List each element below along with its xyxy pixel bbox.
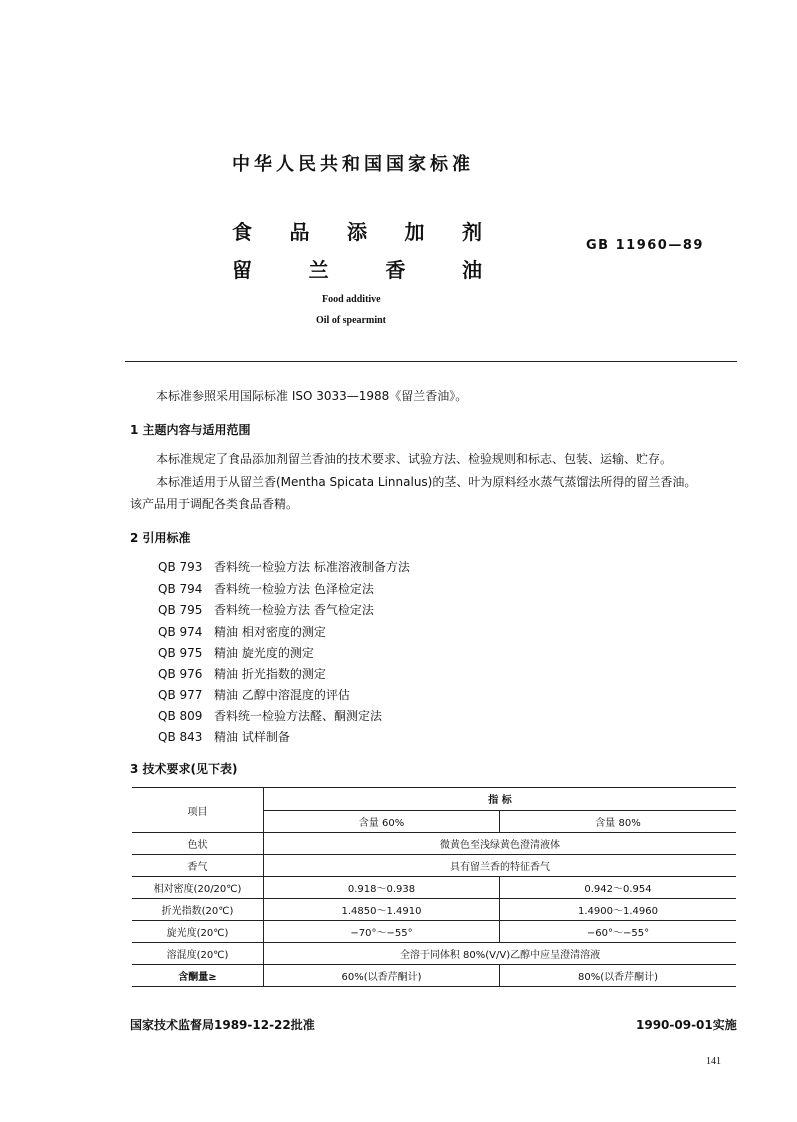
reference-item bbox=[158, 644, 314, 661]
reference-code: QB 974 bbox=[158, 625, 203, 639]
title-char: 剂 bbox=[462, 220, 482, 244]
reference-text: 精油 乙醇中溶混度的评估 bbox=[214, 688, 350, 702]
reference-text: 香料统一检验方法 香气检定法 bbox=[214, 603, 374, 617]
table-row bbox=[132, 833, 736, 855]
reference-item bbox=[158, 728, 290, 745]
reference-code: QB 793 bbox=[158, 560, 203, 574]
reference-item bbox=[158, 558, 410, 575]
national-standard-header: 中华人民共和国国家标准 bbox=[232, 154, 474, 175]
english-title-line-1: Food additive bbox=[322, 294, 381, 305]
title-line-1 bbox=[232, 216, 482, 245]
row-item-cell: 色状 bbox=[132, 833, 264, 855]
row-item-cell: 香气 bbox=[132, 855, 264, 877]
row-value-80-cell: −60°～−55° bbox=[500, 921, 737, 943]
table-row bbox=[132, 855, 736, 877]
row-value-80-cell: 80%(以香芹酮计) bbox=[500, 965, 737, 987]
reference-item bbox=[158, 623, 326, 640]
reference-code: QB 794 bbox=[158, 582, 203, 596]
section-1-heading: 1 主题内容与适用范围 bbox=[130, 423, 251, 437]
row-value-60-cell: 0.918～0.938 bbox=[264, 877, 500, 899]
section-1-paragraph-2: 本标准适用于从留兰香(Mentha Spicata Linnalus)的茎、叶为原料经水蒸气蒸馏法所得的留兰香油。 bbox=[156, 475, 697, 489]
reference-text: 精油 旋光度的测定 bbox=[214, 646, 314, 660]
row-item-cell: 折光指数(20℃) bbox=[132, 899, 264, 921]
row-merged-cell: 微黄色至浅绿黄色澄清液体 bbox=[264, 833, 737, 855]
row-item-cell: 旋光度(20℃) bbox=[132, 921, 264, 943]
section-2-heading: 2 引用标准 bbox=[130, 531, 191, 545]
row-value-60-cell: 1.4850～1.4910 bbox=[264, 899, 500, 921]
row-item-cell: 含酮量≥ bbox=[132, 965, 264, 987]
row-value-80-cell: 0.942～0.954 bbox=[500, 877, 737, 899]
title-char: 品 bbox=[289, 220, 310, 244]
title-char: 食 bbox=[232, 220, 252, 244]
reference-item bbox=[158, 580, 374, 597]
reference-item bbox=[158, 665, 326, 682]
technical-requirements-table bbox=[132, 787, 736, 987]
row-value-80-cell: 1.4900～1.4960 bbox=[500, 899, 737, 921]
row-value-60-cell: 60%(以香芹酮计) bbox=[264, 965, 500, 987]
reference-code: QB 976 bbox=[158, 667, 203, 681]
title-char: 油 bbox=[461, 258, 482, 282]
row-merged-cell: 具有留兰香的特征香气 bbox=[264, 855, 737, 877]
row-value-60-cell: −70°～−55° bbox=[264, 921, 500, 943]
reference-text: 香料统一检验方法 色泽检定法 bbox=[214, 582, 374, 596]
title-char: 留 bbox=[232, 258, 252, 282]
row-merged-cell: 全溶于同体积 80%(V/V)乙醇中应呈澄清溶液 bbox=[264, 943, 737, 965]
reference-code: QB 977 bbox=[158, 688, 203, 702]
reference-code: QB 975 bbox=[158, 646, 203, 660]
header-item-cell: 项目 bbox=[132, 788, 264, 833]
reference-text: 精油 试样制备 bbox=[214, 730, 290, 744]
table-row bbox=[132, 899, 736, 921]
table-header-row bbox=[132, 788, 736, 811]
header-60-cell: 含量 60% bbox=[264, 810, 500, 833]
reference-item bbox=[158, 601, 374, 618]
page-number: 141 bbox=[706, 1056, 721, 1067]
row-item-cell: 溶混度(20℃) bbox=[132, 943, 264, 965]
header-index-cell: 指 标 bbox=[264, 788, 737, 811]
section-1-paragraph-2-cont: 该产品用于调配各类食品香精。 bbox=[130, 497, 299, 511]
table-row bbox=[132, 965, 736, 987]
table-row bbox=[132, 943, 736, 965]
table-row bbox=[132, 877, 736, 899]
header-divider bbox=[125, 361, 737, 362]
english-title-line-2: Oil of spearmint bbox=[316, 315, 386, 326]
header-80-cell: 含量 80% bbox=[500, 810, 737, 833]
approval-date: 国家技术监督局1989-12-22批准 bbox=[130, 1018, 315, 1032]
standard-number: GB 11960—89 bbox=[586, 238, 704, 253]
section-1-paragraph-1: 本标准规定了食品添加剂留兰香油的技术要求、试验方法、检验规则和标志、包装、运输、贮存。 bbox=[156, 452, 673, 466]
reference-code: QB 795 bbox=[158, 603, 203, 617]
reference-code: QB 843 bbox=[158, 730, 203, 744]
title-line-2 bbox=[232, 254, 482, 283]
table-row bbox=[132, 921, 736, 943]
row-item-cell: 相对密度(20/20℃) bbox=[132, 877, 264, 899]
effective-date: 1990-09-01实施 bbox=[636, 1018, 737, 1032]
title-char: 兰 bbox=[308, 258, 329, 282]
reference-item bbox=[158, 707, 382, 724]
intro-paragraph: 本标准参照采用国际标准 ISO 3033—1988《留兰香油》。 bbox=[156, 389, 468, 403]
title-char: 加 bbox=[404, 220, 425, 244]
reference-text: 香料统一检验方法 标准溶液制备方法 bbox=[214, 560, 410, 574]
title-char: 香 bbox=[385, 258, 406, 282]
reference-text: 香料统一检验方法醛、酮测定法 bbox=[214, 709, 383, 723]
section-3-heading: 3 技术要求(见下表) bbox=[130, 762, 238, 776]
reference-code: QB 809 bbox=[158, 709, 203, 723]
reference-item bbox=[158, 686, 350, 703]
reference-text: 精油 折光指数的测定 bbox=[214, 667, 326, 681]
title-char: 添 bbox=[347, 220, 367, 244]
reference-text: 精油 相对密度的测定 bbox=[214, 625, 326, 639]
